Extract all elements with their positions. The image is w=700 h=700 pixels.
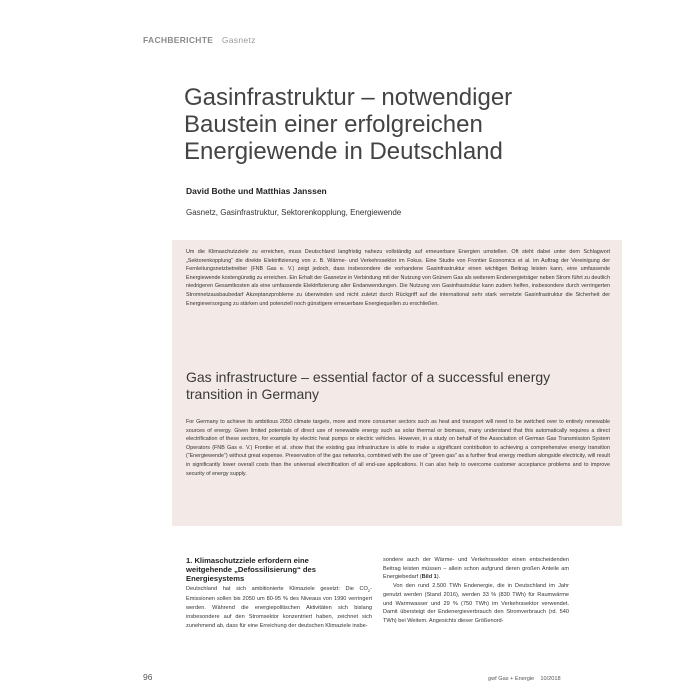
title-line: Gasinfrastruktur – notwendiger xyxy=(184,84,513,111)
page-header xyxy=(143,35,256,45)
abstract-english: For Germany to achieve its ambitious 2050 climate targets, more and more consumer sectors such as heat and transport will need to be switched over to entirely renewable sources of energy. Given limited potentials of direct use of renewable energy such as solar thermal or biomass, many understand that this automatically requires a direct electrification of these sectors, for example by electric heat pumps or electric vehicles. However, in a study on behalf of the Association of German Gas Transmission System Operators (FNB Gas e. V.) Frontier et al. show that the existing gas infrastructure is able to make a significant contribution to achieving a comprehensive energy transition (“Energiewende”) without great expense. Preservation of the gas networks, combined with the use of “green gas” as a further final energy medium alongside electricity, will result in significantly lower overall costs than the universal electrification of all end-use applications. It can also help to overcome customer acceptance problems and to improve security of energy supply. xyxy=(186,419,610,477)
issue-number: 10/2018 xyxy=(540,676,561,682)
subsection-label: Gasnetz xyxy=(221,35,256,45)
title-line: Baustein einer erfolgreichen xyxy=(184,111,483,138)
figure-reference: Bild 1 xyxy=(421,574,437,581)
section-heading xyxy=(186,556,372,584)
authors: David Bothe und Matthias Janssen xyxy=(186,186,327,196)
english-title-line: transition in Germany xyxy=(186,386,320,402)
body-column-right xyxy=(383,556,569,626)
section-heading-line: Energiesystems xyxy=(186,574,245,584)
body-column-left xyxy=(186,556,372,630)
keywords: Gasnetz, Gasinfrastruktur, Sektorenkopplung, Energiewende xyxy=(186,208,402,217)
section-heading-line: weitgehende „Defossilisierung“ des xyxy=(186,565,316,575)
body-text: ). xyxy=(436,574,441,581)
article-title xyxy=(184,84,624,165)
body-paragraph: Von den rund 2.500 TWh Endenergie, die in Deutschland im Jahr genutzt werden (Stand 2016), werden 33 % (830 TWh) für Raumwärme und Warmwasser und 29 % (750 TWh) im Verkehrssektor verwendet. Damit übersteigt der Endenergieverbrauch den Stromverbrauch (rd. 540 TWh) bei Weitem. Angesichts dieser Größenord- xyxy=(383,583,569,624)
body-text: -Emissionen sollen bis 2050 um 80-95 % des Niveaus von 1990 verringert werden. Während die energiepolitischen Aktivitäten sich bislang insbesondere auf den Stromsektor konzentriert haben, zeichnet sich zunehmend ab, dass für eine Erreichung der deutschen Klimaziele insbe- xyxy=(186,585,372,629)
abstract-german: Um die Klimaschutzziele zu erreichen, muss Deutschland langfristig nahezu vollständig auf erneuerbare Energien umstellen. Oft steht dabei unter dem Schlagwort „Sektorenkopplung“ die direkte Elektrifizierung von z. B. Wärme- und Verkehrssektor im Fokus. Eine Studie von Frontier Economics et al. im Auftrag der Vereinigung der Fernleitungsnetzbetreiber (FNB Gas e. V.) zeigt jedoch, dass insbesondere die vorhandene Gasinfrastruktur einen wichtigen Beitrag leisten kann, eine umfassende Energiewende kostengünstig zu erreichen. Ein Erhalt der Gasnetze in Verbindung mit der Nutzung von Grünem Gas als weiterem Endenergieträger neben Strom führt zu deutlich niedrigeren Gesamtkosten als eine umfassende Elektrifizierung aller Endanwendungen. Die Nutzung von Gasinfrastruktur kann zudem helfen, insbesondere durch verringerten Stromnetzausbaubedarf Akzeptanzprobleme zu überwinden und nicht zuletzt durch Rückgriff auf die international sehr stark vernetzte Gasinfrastruktur die Sicherheit der Energieversorgung zu stärken und potenziell noch günstigere erneuerbare Energiequellen zu erschließen. xyxy=(186,249,610,307)
body-text: sondere auch der Wärme- und Verkehrssektor einen entscheidenden Beitrag leisten müssen – allein schon aufgrund deren großen Anteile am Energiebedarf ( xyxy=(383,557,569,581)
english-title-line: Gas infrastructure – essential factor of a successful energy xyxy=(186,369,551,385)
title-line: Energiewende in Deutschland xyxy=(184,138,503,165)
journal-name: gwf Gas + Energie xyxy=(488,676,535,682)
section-label: FACHBERICHTE xyxy=(143,35,214,45)
body-paragraph xyxy=(186,585,372,631)
journal-footer xyxy=(488,676,561,682)
body-text: Deutschland hat sich ambitionierte Klimaziele gesetzt: Die CO xyxy=(186,585,368,592)
body-paragraph xyxy=(383,556,569,582)
page-number: 96 xyxy=(143,672,153,682)
english-title xyxy=(186,369,606,403)
section-heading-line: 1. Klimaschutzziele erfordern eine xyxy=(186,556,309,565)
subscript: 2 xyxy=(367,587,371,593)
